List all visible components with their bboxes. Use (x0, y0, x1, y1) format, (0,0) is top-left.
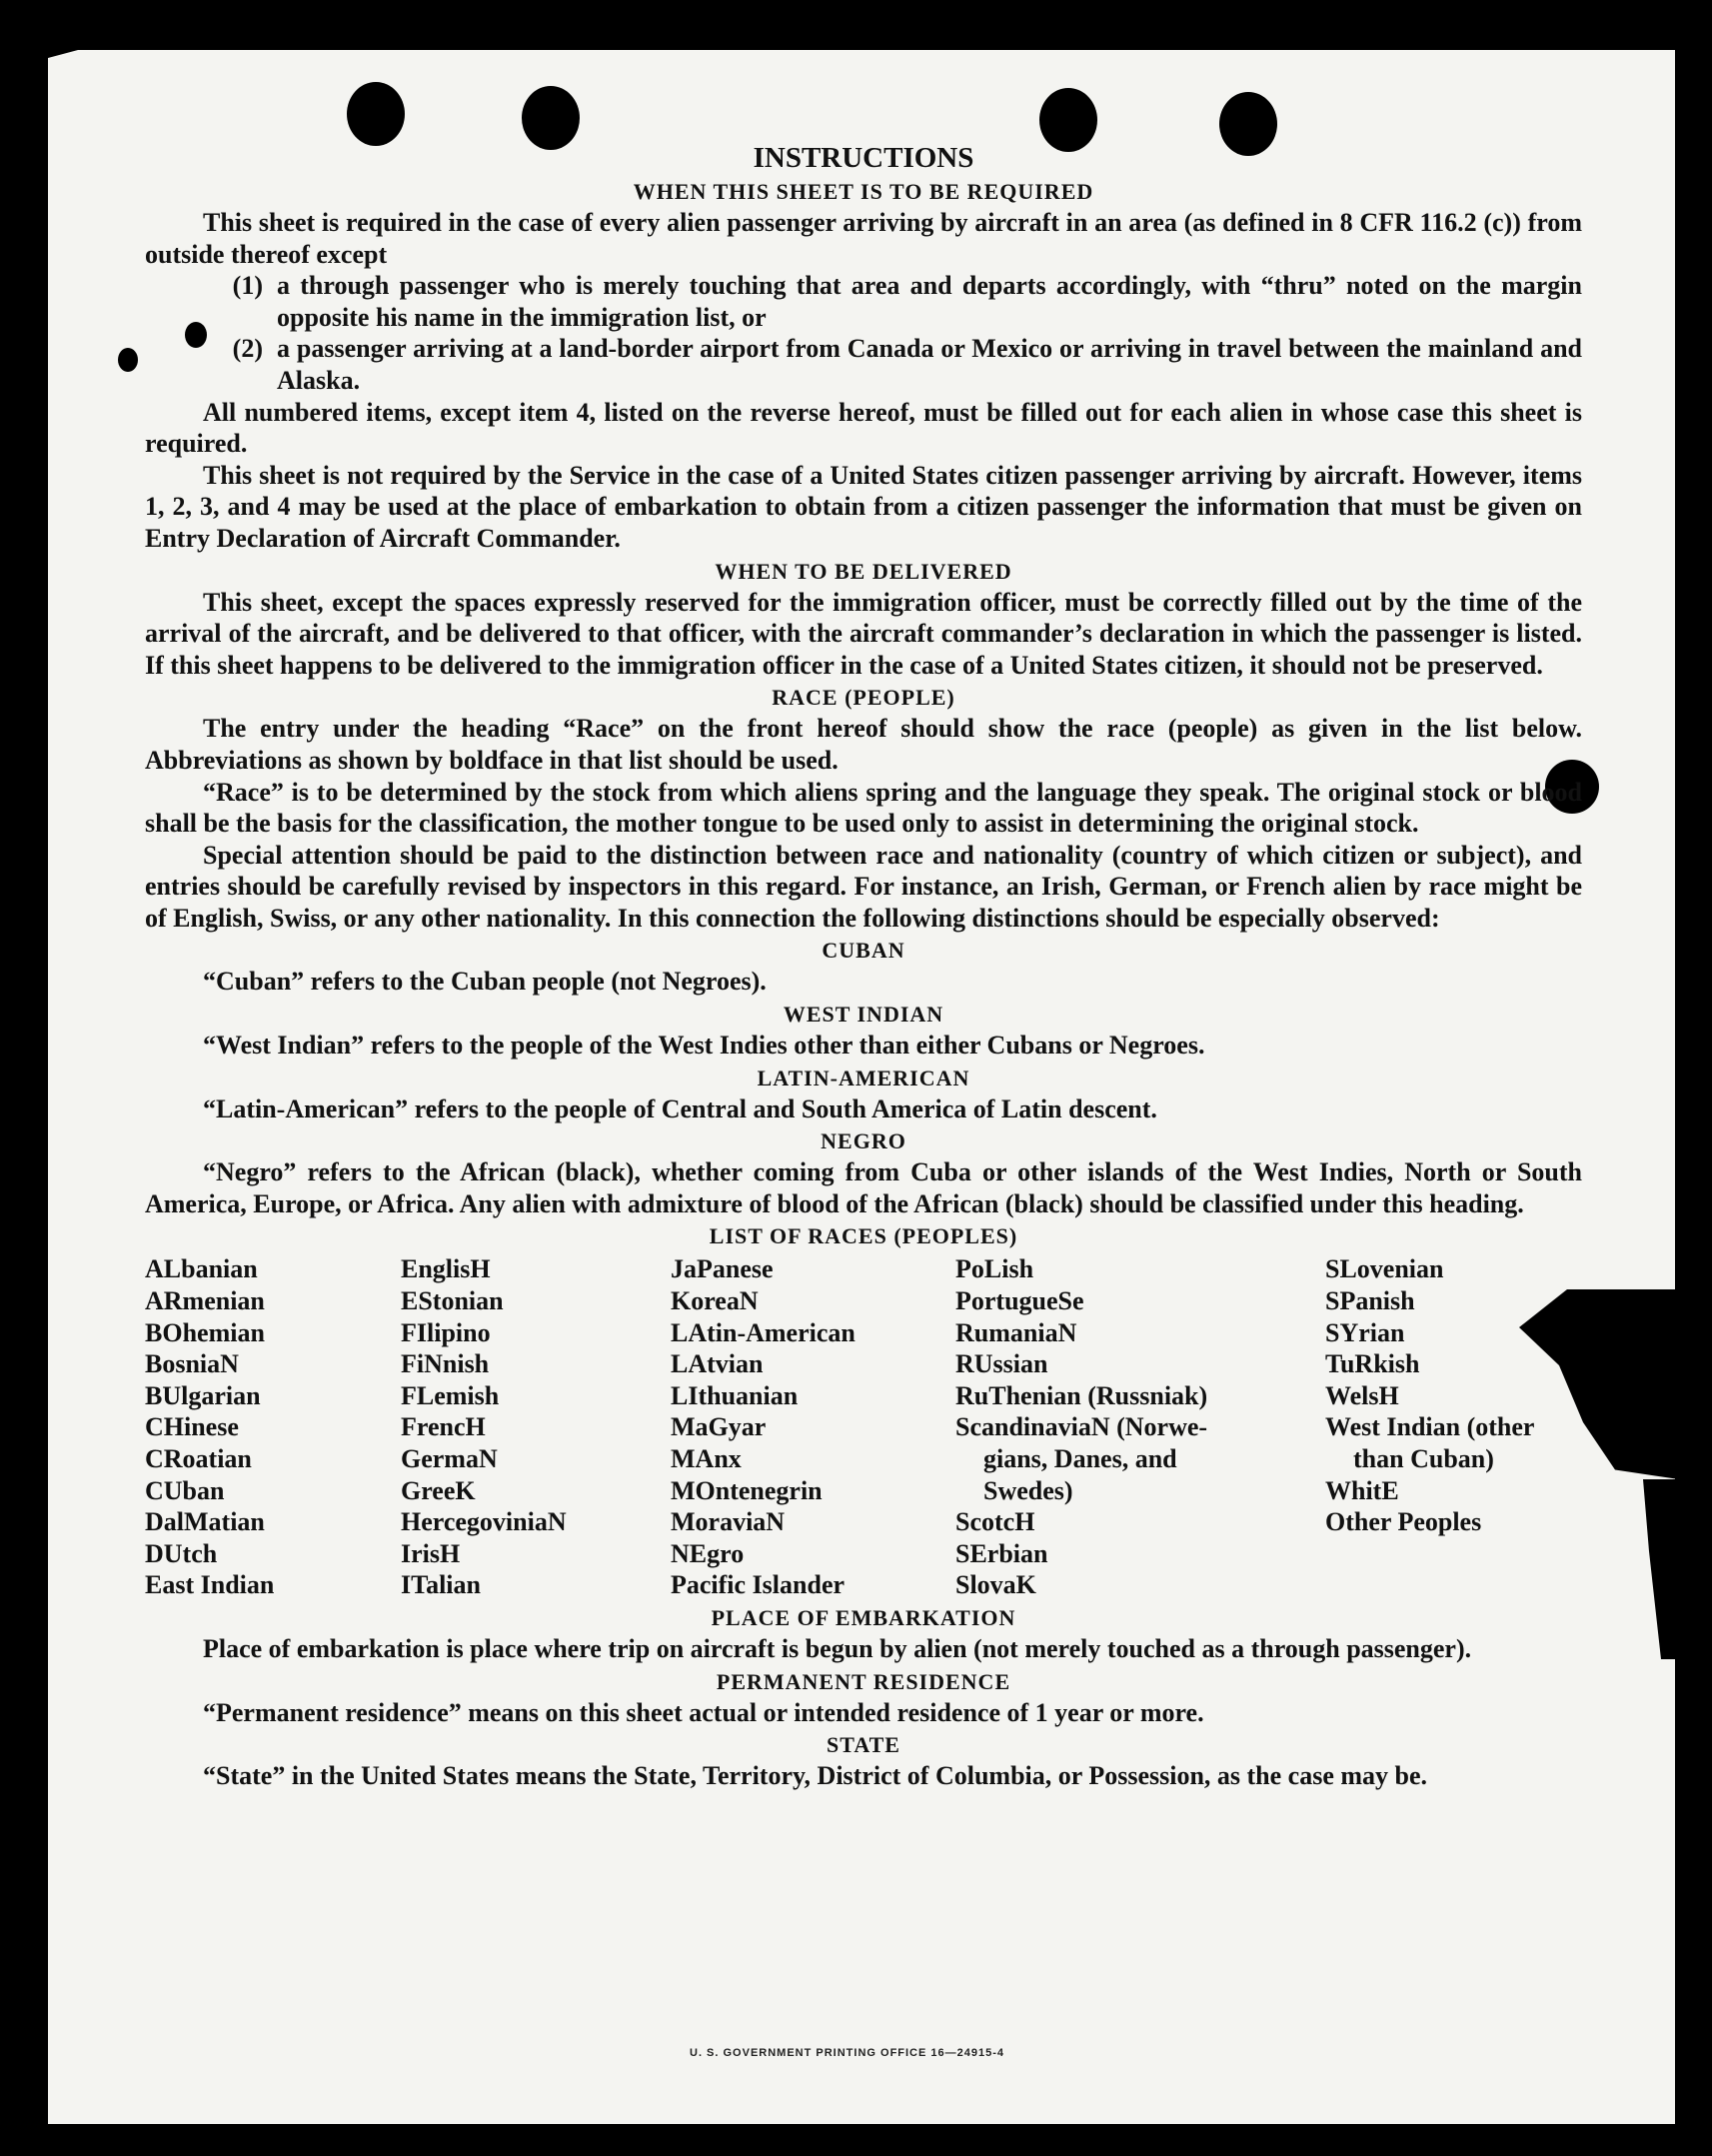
heading-when-required: WHEN THIS SHEET IS TO BE REQUIRED (633, 179, 1094, 204)
item-number: (1) (232, 271, 263, 301)
race-item: RuThenian (Russniak) (955, 1380, 1208, 1410)
heading-race: RACE (PEOPLE) (772, 685, 955, 711)
race-item: MaGyar (671, 1412, 767, 1442)
race-item: GermaN (401, 1444, 498, 1473)
race-column (671, 1253, 955, 1601)
race-item: FiNnish (401, 1349, 490, 1379)
instructions-body (145, 142, 1582, 1792)
race-item: East Indian (145, 1570, 275, 1600)
race-item: RUssian (955, 1349, 1048, 1379)
race-item: NEgro (671, 1538, 745, 1568)
race-item: ALbanian (145, 1254, 258, 1284)
race-item: GreeK (401, 1475, 476, 1505)
race-item: MoraviaN (671, 1507, 786, 1537)
race-item: SlovaK (955, 1570, 1036, 1600)
race-item: ITalian (401, 1570, 481, 1600)
paragraph: “Negro” refers to the African (black), whether coming from Cuba or other islands of the West Indies, North or South America, Europe, or Africa. Any alien with admixture of blood of the African (black) should be classified under this heading. (145, 1157, 1582, 1218)
race-column (401, 1253, 671, 1601)
paragraph: This sheet is not required by the Service in the case of a United States citizen passenger arriving by aircraft. However, items 1, 2, 3, and 4 may be used at the place of embarkation to obtain from a citizen passenger the information that must be given on Entry Declaration of Aircraft Commander. (145, 460, 1582, 553)
race-column (955, 1253, 1325, 1601)
race-item: PortugueSe (955, 1286, 1084, 1316)
race-item: ScotcH (955, 1507, 1035, 1537)
race-item: BosniaN (145, 1349, 239, 1379)
printer-imprint: U. S. GOVERNMENT PRINTING OFFICE 16—24915-4 (690, 2047, 1005, 2059)
paragraph: This sheet is required in the case of every alien passenger arriving by aircraft in an area (as defined in 8 CFR 116.2 (c)) from outside thereof except (145, 208, 1582, 269)
paragraph: Special attention should be paid to the distinction between race and nationality (country of which citizen or subject), and entries should be carefully revised by inspectors in this regard. For instance, an Irish, German, or French alien by race might be of English, Swiss, or any other nationality. In this connection the following distinctions should be especially observed: (145, 840, 1582, 933)
race-item: EnglisH (401, 1254, 491, 1284)
heading-state: STATE (827, 1732, 900, 1758)
race-item: SLovenian (1325, 1254, 1444, 1284)
heading-west-indian: WEST INDIAN (783, 1002, 944, 1028)
heading-negro: NEGRO (821, 1128, 906, 1154)
page-title: INSTRUCTIONS (753, 142, 974, 174)
race-item: WhitE (1325, 1475, 1399, 1505)
race-item-continued: Swedes) (983, 1475, 1073, 1505)
paragraph: This sheet, except the spaces expressly reserved for the immigration officer, must be correctly filled out by the time of the arrival of the aircraft, and be delivered to that officer, with the aircraft commander’s declaration in which the passenger is listed. If this sheet happens to be delivered to the immigration officer in the case of a United States citizen, it should not be preserved. (145, 587, 1582, 680)
race-item: KoreaN (671, 1286, 759, 1316)
race-item: DUtch (145, 1538, 218, 1568)
race-item: BOhemian (145, 1317, 265, 1347)
ink-blot (118, 348, 138, 372)
race-item: ARmenian (145, 1286, 265, 1316)
paragraph: “Permanent residence” means on this sheet actual or intended residence of 1 year or more. (203, 1697, 1204, 1727)
race-item: JaPanese (671, 1254, 774, 1284)
paragraph: All numbered items, except item 4, listed on the reverse hereof, must be filled out for each alien in whose case this sheet is required. (145, 397, 1582, 459)
heading-when-delivered: WHEN TO BE DELIVERED (715, 558, 1012, 584)
paragraph: “State” in the United States means the State, Territory, District of Columbia, or Possession, as the case may be. (203, 1761, 1428, 1791)
race-item: RumaniaN (955, 1317, 1077, 1347)
race-item: Other Peoples (1325, 1507, 1482, 1537)
heading-cuban: CUBAN (822, 938, 905, 964)
heading-latin-american: LATIN-AMERICAN (757, 1065, 970, 1090)
item-number: (2) (232, 334, 263, 364)
race-item: MAnx (671, 1444, 742, 1473)
race-item: CUban (145, 1475, 225, 1505)
race-item: HercegoviniaN (401, 1507, 567, 1537)
race-column (1325, 1253, 1582, 1601)
race-item: PoLish (955, 1254, 1034, 1284)
race-item-continued: than Cuban) (1353, 1444, 1494, 1473)
race-item: CHinese (145, 1412, 239, 1442)
race-item: MOntenegrin (671, 1475, 823, 1505)
race-list (145, 1253, 1582, 1601)
punch-hole (347, 82, 405, 146)
race-item: EStonian (401, 1286, 504, 1316)
race-item: Pacific Islander (671, 1570, 846, 1600)
race-item: LIthuanian (671, 1380, 799, 1410)
paragraph: “Race” is to be determined by the stock from which aliens spring and the language they speak. The original stock or blood shall be the basis for the classification, the mother tongue to be used only to assist in determining the original stock. (145, 777, 1582, 839)
paragraph: “West Indian” refers to the people of the West Indies other than either Cubans or Negroes. (203, 1031, 1205, 1061)
race-item: CRoatian (145, 1444, 252, 1473)
race-item: FLemish (401, 1380, 500, 1410)
race-item: BUlgarian (145, 1380, 261, 1410)
paragraph: The entry under the heading “Race” on the front hereof should show the race (people) as given in the list below. Abbreviations as shown by boldface in that list should be used. (145, 714, 1582, 775)
race-item: ScandinaviaN (Norwe- (955, 1412, 1208, 1442)
item-text: a passenger arriving at a land-border airport from Canada or Mexico or arriving in travel between the mainland and Alaska. (277, 334, 1582, 395)
race-column (145, 1253, 401, 1601)
paragraph: “Cuban” refers to the Cuban people (not Negroes). (203, 967, 767, 997)
race-item: FrencH (401, 1412, 486, 1442)
item-text: a through passenger who is merely touching that area and departs accordingly, with “thru” noted on the margin opposite his name in the immigration list, or (277, 271, 1582, 332)
race-item: TuRkish (1325, 1349, 1420, 1379)
race-item: DalMatian (145, 1507, 265, 1537)
exception-item (145, 333, 1582, 396)
race-item: West Indian (other (1325, 1412, 1535, 1442)
heading-permanent-residence: PERMANENT RESIDENCE (716, 1668, 1011, 1694)
race-item: SYrian (1325, 1317, 1405, 1347)
race-item: FIlipino (401, 1317, 491, 1347)
race-item: SErbian (955, 1538, 1048, 1568)
race-item: LAtvian (671, 1349, 764, 1379)
race-item: WelsH (1325, 1380, 1399, 1410)
heading-place-of-embarkation: PLACE OF EMBARKATION (711, 1604, 1016, 1630)
heading-list-of-races: LIST OF RACES (PEOPLES) (709, 1223, 1018, 1249)
punch-hole (522, 86, 580, 150)
race-item: SPanish (1325, 1286, 1415, 1316)
race-item-continued: gians, Danes, and (983, 1444, 1177, 1473)
race-item: IrisH (401, 1538, 461, 1568)
paragraph: “Latin-American” refers to the people of Central and South America of Latin descent. (203, 1093, 1157, 1123)
paragraph: Place of embarkation is place where trip on aircraft is begun by alien (not merely touched as a through passenger). (203, 1633, 1472, 1663)
exception-item (145, 270, 1582, 333)
race-item: LAtin-American (671, 1317, 856, 1347)
